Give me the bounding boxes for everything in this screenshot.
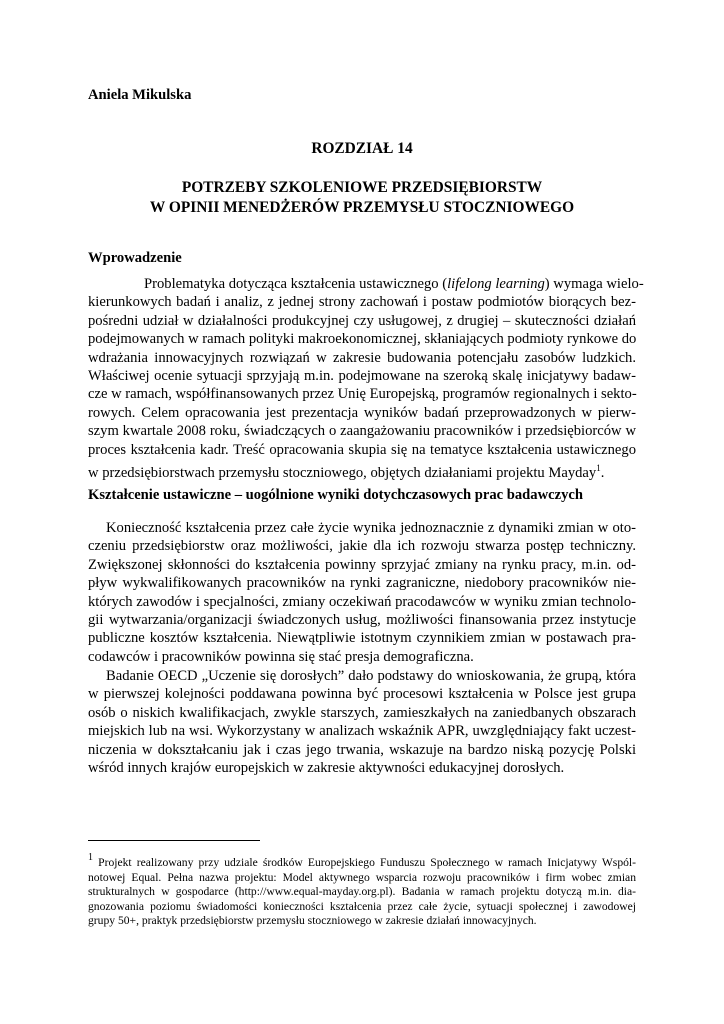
footnote-marker: 1 [88, 852, 93, 863]
text-line: podejmowanych w ramach polityki makroekonomicznej, skłaniających podmioty rynkowe do [88, 331, 637, 348]
text-run: . [600, 465, 605, 482]
italic-term: lifelong learning [447, 276, 545, 292]
footnote-line: strukturalnych w gospodarce (http://www.equal-mayday.org.pl). Badania w ramach projektu dotyczą m.in. dia- [88, 885, 636, 899]
text-line: publiczne kosztów kształcenia. Niewątpliwie istotnym czynnikiem zmian w postawach pra- [88, 630, 636, 647]
text-line: cze w ramach, współfinansowanych przez Unię Europejską, programów regionalnych i sekto- [88, 386, 637, 403]
text-line [88, 459, 636, 482]
footnote-separator [88, 840, 260, 841]
text-run: w przedsiębiorstwach przemysłu stoczniowego, objętych działaniami projektu Mayday [88, 465, 597, 482]
chapter-number: ROZDZIAŁ 14 [311, 140, 413, 157]
text-line: w pierwszej kolejności poddawana powinna być procesowi kształcenia w Polsce jest grupa [88, 686, 636, 703]
footnote-line: gnozowania poziomu świadomości konieczności kształcenia przez całe życie, sytuacji społecznej i zawodowej [88, 899, 636, 913]
paragraph-oecd-study [88, 667, 636, 777]
text-line: pośredni udział w działalności produkcyjnej czy usługowej, z drugiej – skuteczności działań [88, 312, 636, 329]
text-line: osób o niskich kwalifikacjach, zwykle starszych, zamieszkałych na zaniedbanych obszarach [88, 704, 636, 721]
chapter-title [0, 178, 724, 218]
chapter-title-line: W OPINII MENEDŻERÓW PRZEMYSŁU STOCZNIOWEGO [149, 199, 575, 216]
section-heading-introduction: Wprowadzenie [88, 250, 182, 266]
footnote-line: notowej Equal. Pełna nazwa projektu: Model aktywnego wsparcia rozwoju pracowników i firm wobec zmian [88, 870, 636, 884]
paragraph-lifelong-learning [88, 519, 636, 666]
text-line: kierunkowych badań i analiz, z jednej strony zachowań i postaw podmiotów biorących bez- [88, 294, 636, 311]
text-line: których zawodów i specjalności, zmiany oczekiwań pracodawców w wyniku zmian technolo- [88, 593, 636, 610]
text-line: czeniu przedsiębiorstw oraz możliwości, jakie dla ich rozwoju stwarza postęp techniczny. [88, 538, 636, 555]
footnote [88, 851, 636, 929]
text-line: proces kształcenia kadr. Treść opracowania skupia się na tematyce kształcenia ustawicznego [88, 441, 636, 458]
text-line: miejskich lub na wsi. Wykorzystany w analizach wskaźnik APR, uwzględniający fakt uczest- [88, 723, 636, 740]
text-line: wśród innych krajów europejskich w zakresie aktywności edukacyjnej dorosłych. [88, 760, 565, 777]
text-run: Projekt realizowany przy udziale środków Europejskiego Funduszu Społecznego w ramach Inicjatywy Wspól- [93, 856, 636, 869]
text-line: pływ wykwalifikowanych pracowników na rynki zagraniczne, niedobory pracowników nie- [88, 575, 636, 592]
footnote-reference[interactable]: 1 [596, 463, 601, 474]
author-name: Aniela Mikulska [88, 87, 192, 103]
footnote-line: grupy 50+, praktyk przedsiębiorstw przemysłu stoczniowego w zakresie działań innowacyjnych. [88, 914, 537, 928]
text-run: Problematyka dotycząca kształcenia ustawicznego ( [144, 276, 448, 292]
text-line: szym kwartale 2008 roku, świadczących o zaangażowaniu pracowników i przedsiębiorców w [88, 423, 636, 440]
paragraph-introduction [88, 275, 644, 482]
text-line: codawców i pracowników powinna się stać presja demograficzna. [88, 648, 474, 665]
text-line: wdrażania innowacyjnych rozwiązań w zakresie budowania potencjału zasobów ludzkich. [88, 349, 636, 366]
text-run: ) wymaga wielo- [544, 276, 644, 292]
text-line: rowych. Celem opracowania jest prezentacja wyników badań przeprowadzonych w pierw- [88, 404, 636, 421]
section-heading-lifelong-learning: Kształcenie ustawiczne – uogólnione wyniki dotychczasowych prac badawczych [88, 487, 583, 503]
text-line: Konieczność kształcenia przez całe życie wynika jednoznacznie z dynamiki zmian w oto- [106, 520, 636, 536]
footnote-line [88, 851, 636, 871]
text-line: gii wytwarzania/organizacji świadczonych usług, możliwości finansowania przez instytucje [88, 612, 636, 629]
text-line: Właściwej ocenie sytuacji sprzyjają m.in. podejmowane na szeroką skalę inicjatywy badaw- [88, 368, 636, 385]
text-line: Zwiększonej skłonności do kształcenia powinny sprzyjać zmiany na rynku pracy, m.in. od- [88, 556, 636, 573]
chapter-title-line: POTRZEBY SZKOLENIOWE PRZEDSIĘBIORSTW [181, 179, 543, 196]
text-line [88, 275, 644, 293]
text-line: Badanie OECD „Uczenie się dorosłych” dało podstawy do wnioskowania, że grupą, która [106, 668, 636, 684]
text-line: niczenia w dokształcaniu jak i czas jego trwania, wskazuje na bardzo niską pozycję Polski [88, 741, 636, 758]
